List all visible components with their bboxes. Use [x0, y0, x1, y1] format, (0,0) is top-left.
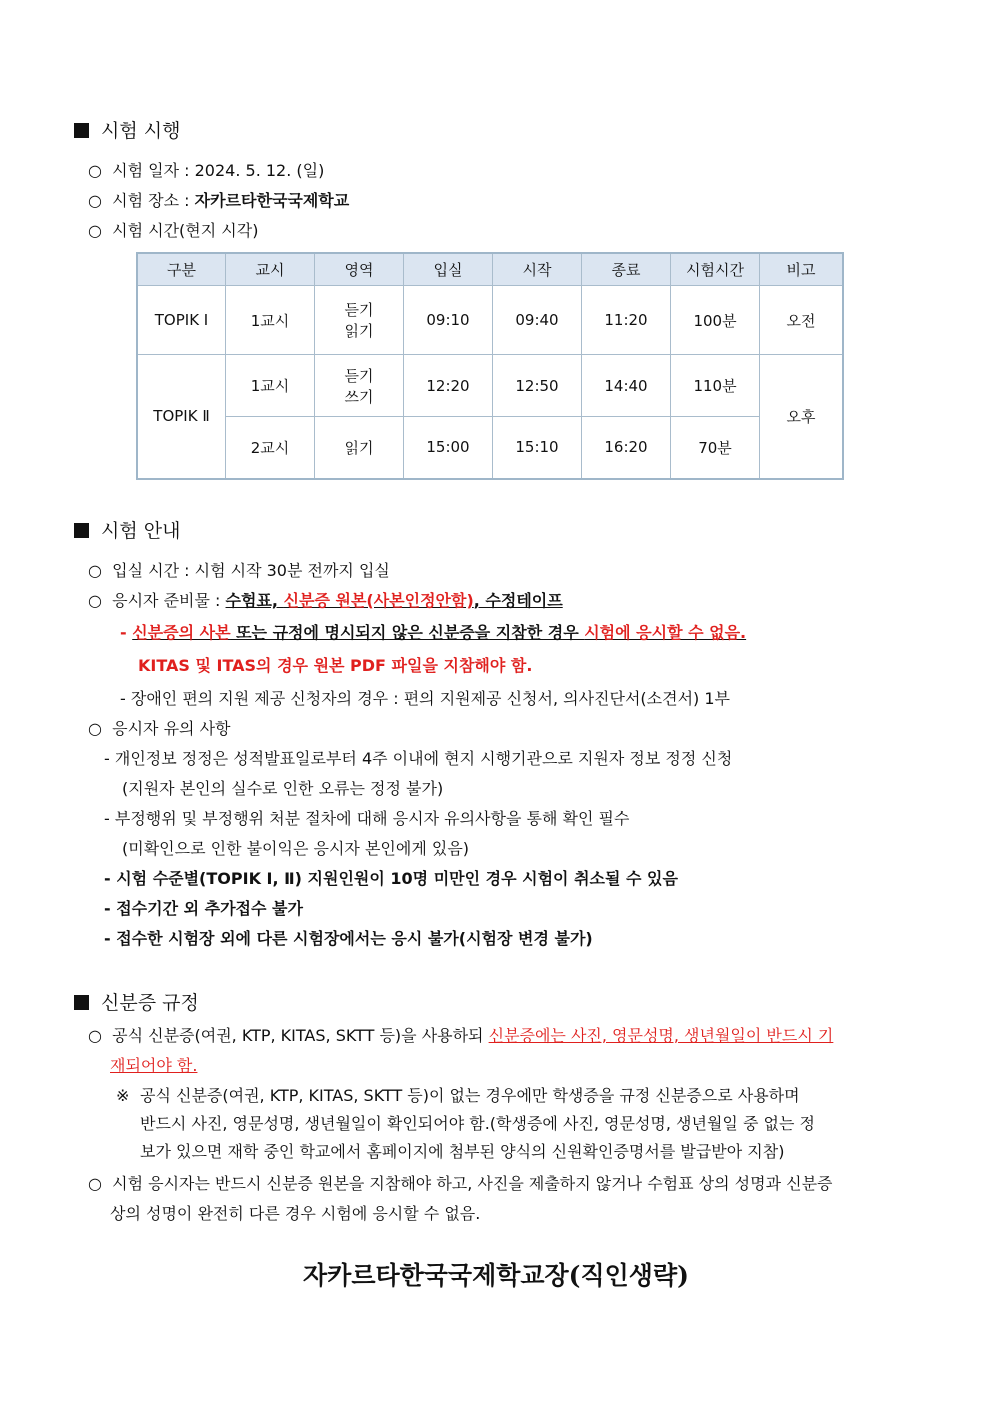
id-rule-1: ○ 공식 신분증(여권, KTP, KITAS, SKTT 등)을 사용하되 신분증에는 사진, 영문성명, 생년월일이 반드시 기: [88, 1026, 834, 1045]
section-heading-exam: 시험 시행: [74, 116, 180, 143]
reference-line-2: 반드시 사진, 영문성명, 생년월일이 확인되어야 함.(학생증에 사진, 영문성명, 생년월일 중 없는 정: [140, 1114, 815, 1133]
notice-2-sub: (미확인으로 인한 불이익은 응시자 본인에게 있음): [122, 839, 470, 858]
exam-time-label: ○ 시험 시간(현지 시각): [88, 221, 259, 240]
reference-line-1: 공식 신분증(여권, KTP, KITAS, SKTT 등)이 없는 경우에만 학생증을 규정 신분증으로 사용하며: [140, 1086, 800, 1105]
prep-items: ○ 응시자 준비물 : 수험표, 신분증 원본(사본인정안함), 수정테이프: [88, 591, 563, 610]
notice-5: - 접수한 시험장 외에 다른 시험장에서는 응시 불가(시험장 변경 불가): [104, 929, 593, 948]
school-signature: 자카르타한국국제학교장(직인생략): [303, 1261, 689, 1290]
notice-1: - 개인정보 정정은 성적발표일로부터 4주 이내에 현지 시행기관으로 지원자 정보 정정 신청: [104, 749, 733, 768]
exam-schedule-table: [136, 252, 844, 480]
id-copy-warning: - 신분증의 사본 또는 규정에 명시되지 않은 신분증을 지참한 경우 시험에 응시할 수 없음.: [120, 623, 747, 642]
id-rule-2: ○ 시험 응시자는 반드시 신분증 원본을 지참해야 하고, 사진을 제출하지 않거나 수험표 상의 성명과 신분증: [88, 1174, 833, 1193]
kitas-warning: KITAS 및 ITAS의 경우 원본 PDF 파일을 지참해야 함.: [138, 656, 533, 675]
section-heading-guide: 시험 안내: [74, 516, 180, 543]
reference-line-3: 보가 있으면 재학 중인 학교에서 홈페이지에 첨부된 양식의 신원확인증명서를 발급받아 지참): [140, 1142, 785, 1161]
notice-2: - 부정행위 및 부정행위 처분 절차에 대해 응시자 유의사항을 통해 확인 필수: [104, 809, 630, 828]
table-header-row: 구분 교시 영역 입실 시작 종료 시험시간 비고: [137, 253, 843, 286]
id-rule-1-cont: 재되어야 함.: [110, 1056, 198, 1075]
table-row: 2교시 읽기 15:00 15:10 16:20 70분: [137, 417, 843, 479]
square-bullet-icon: [74, 123, 89, 138]
table-row: TOPIK Ⅰ 1교시 듣기 읽기 09:10 09:40 11:20 100분 오전: [137, 286, 843, 355]
square-bullet-icon: [74, 523, 89, 538]
exam-place: ○ 시험 장소 : 자카르타한국국제학교: [88, 191, 350, 210]
exam-date: ○ 시험 일자 : 2024. 5. 12. (일): [88, 161, 325, 180]
disability-support: - 장애인 편의 지원 제공 신청자의 경우 : 편의 지원제공 신청서, 의사진단서(소견서) 1부: [120, 689, 730, 708]
table-row: TOPIK Ⅱ 1교시 듣기 쓰기 12:20 12:50 14:40 110분 오후: [137, 355, 843, 417]
id-rule-2-cont: 상의 성명이 완전히 다른 경우 시험에 응시할 수 없음.: [110, 1204, 481, 1223]
notice-3: - 시험 수준별(TOPIK Ⅰ, Ⅱ) 지원인원이 10명 미만인 경우 시험이 취소될 수 있음: [104, 869, 678, 888]
notice-4: - 접수기간 외 추가접수 불가: [104, 899, 303, 918]
reference-mark: ※: [116, 1086, 130, 1105]
notice-heading: ○ 응시자 유의 사항: [88, 719, 231, 738]
notice-1-sub: (지원자 본인의 실수로 인한 오류는 정정 불가): [122, 779, 444, 798]
section-heading-id: 신분증 규정: [74, 988, 199, 1015]
entry-time: ○ 입실 시간 : 시험 시작 30분 전까지 입실: [88, 561, 390, 580]
square-bullet-icon: [74, 995, 89, 1010]
